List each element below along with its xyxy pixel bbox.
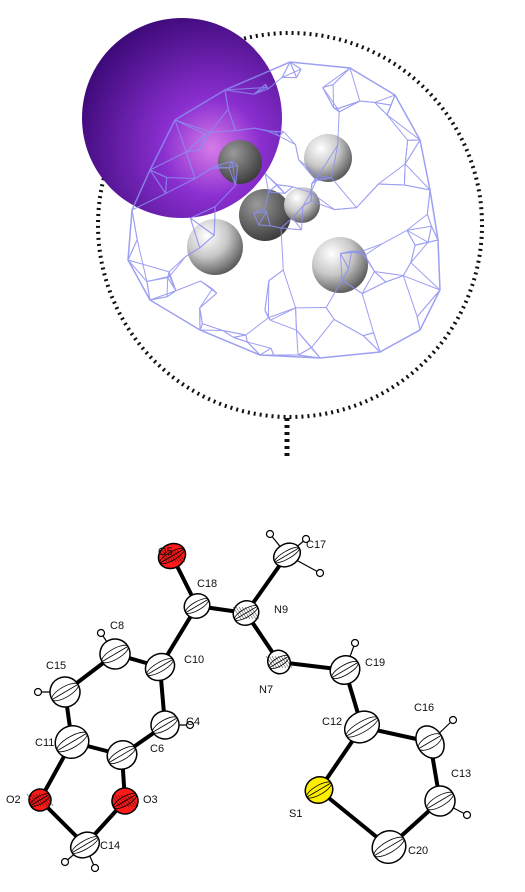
mesh-edge <box>202 324 223 331</box>
atom-C8 <box>95 634 136 675</box>
iodide-ion-sphere <box>82 18 282 218</box>
label-C17: C17 <box>306 539 327 551</box>
mesh-edge <box>150 291 176 300</box>
label-C15: C15 <box>46 660 67 672</box>
label-C12: C12 <box>322 716 343 728</box>
atom-C18 <box>180 589 215 623</box>
mesh-edge <box>332 178 357 208</box>
mesh-edge <box>298 348 311 355</box>
mesh-edge <box>427 214 431 226</box>
mesh-edge <box>295 145 298 160</box>
mesh-edge <box>387 115 408 140</box>
atom-C6 <box>102 735 142 774</box>
mesh-edge <box>362 294 373 333</box>
mesh-edge <box>170 257 186 277</box>
mesh-edge <box>339 101 360 112</box>
hydrogen-atom <box>464 812 471 819</box>
mesh-edge <box>323 68 350 88</box>
mesh-edge <box>200 330 223 331</box>
mesh-edge <box>312 319 334 347</box>
atom-C19 <box>325 650 365 689</box>
label-C8: C8 <box>110 620 125 632</box>
mesh-edge <box>403 276 417 317</box>
hydrogen-atom <box>62 859 69 866</box>
bonds <box>40 555 440 847</box>
mesh-edge <box>283 270 295 308</box>
atom-C12 <box>339 705 385 749</box>
atom-C15 <box>45 672 86 713</box>
mesh-edge <box>246 318 269 335</box>
label-C10: C10 <box>184 654 205 666</box>
mesh-edge <box>386 276 404 282</box>
label-O5: O5 <box>158 546 173 558</box>
mesh-edge <box>338 101 360 109</box>
mesh-edge <box>277 185 293 187</box>
mesh-edge <box>411 263 440 290</box>
mesh-edge <box>233 337 247 342</box>
mesh-edge <box>296 330 298 355</box>
label-O2: O2 <box>6 794 21 806</box>
mesh-edge <box>279 136 295 144</box>
mesh-edge <box>334 319 363 335</box>
mesh-edge <box>296 308 297 330</box>
label-N9: N9 <box>274 604 289 616</box>
mesh-edge <box>335 208 357 210</box>
carbon-sphere <box>218 140 262 184</box>
mesh-edge <box>428 226 431 242</box>
mesh-edge <box>378 164 405 184</box>
mesh-edge <box>427 190 430 214</box>
mesh-edge <box>284 132 296 145</box>
mesh-edge <box>333 68 350 85</box>
atom-N7 <box>263 646 294 678</box>
top-panel <box>82 18 482 460</box>
mesh-edge <box>404 164 405 185</box>
hydrogen-sphere <box>187 219 243 275</box>
mesh-edge <box>417 317 420 330</box>
atom-C10 <box>141 648 180 686</box>
hydrogen-atom <box>92 865 99 872</box>
label-C11: C11 <box>35 737 55 749</box>
label-C4: C4 <box>186 716 201 728</box>
mesh-edge <box>270 320 296 330</box>
label-C16: C16 <box>414 702 435 714</box>
atom-C16 <box>410 721 450 763</box>
label-C6: C6 <box>150 743 165 755</box>
atom-N9 <box>229 596 264 630</box>
hydrogen-atom <box>98 630 105 637</box>
mesh-edge <box>282 69 301 77</box>
hydrogen-atom <box>317 570 324 577</box>
mesh-edge <box>380 330 420 352</box>
mesh-edge <box>269 270 283 281</box>
atom-C11 <box>49 720 94 765</box>
hydrogen-atom <box>267 531 274 538</box>
mesh-edge <box>132 210 137 240</box>
mesh-edge <box>326 308 334 320</box>
mesh-edge <box>363 333 373 336</box>
mesh-edge <box>403 276 440 290</box>
mesh-edge <box>382 230 407 244</box>
mesh-edge <box>311 184 312 201</box>
mesh-edge <box>387 115 420 140</box>
label-N7: N7 <box>259 684 274 696</box>
atoms <box>25 531 471 872</box>
hydrogen-atom <box>352 640 359 647</box>
label-C14: C14 <box>100 840 121 852</box>
mesh-edge <box>246 335 247 342</box>
mesh-edge <box>268 308 295 318</box>
mesh-edge <box>265 310 268 318</box>
mesh-edge <box>147 276 170 281</box>
mesh-edge <box>357 184 379 208</box>
label-C19: C19 <box>365 657 386 669</box>
mesh-edge <box>201 281 217 293</box>
mesh-edge <box>360 101 375 102</box>
mesh-edge <box>176 281 201 291</box>
mesh-edge <box>233 335 245 337</box>
atom-C4 <box>146 706 184 744</box>
ortep-panel <box>6 531 471 872</box>
mesh-edge <box>271 348 274 355</box>
mesh-edge <box>378 184 404 185</box>
label-C13: C13 <box>451 768 472 780</box>
mesh-edge <box>323 88 334 108</box>
atom-C17 <box>269 538 304 571</box>
hydrogen-bonds <box>38 534 467 868</box>
label-C20: C20 <box>408 845 429 857</box>
label-C18: C18 <box>197 578 218 590</box>
hydrogen-atom <box>450 717 457 724</box>
label-S1: S1 <box>289 808 303 820</box>
label-O3: O3 <box>143 794 158 806</box>
mesh-edge <box>403 263 410 276</box>
hydrogen-atom <box>35 689 42 696</box>
mesh-edge <box>260 348 271 355</box>
